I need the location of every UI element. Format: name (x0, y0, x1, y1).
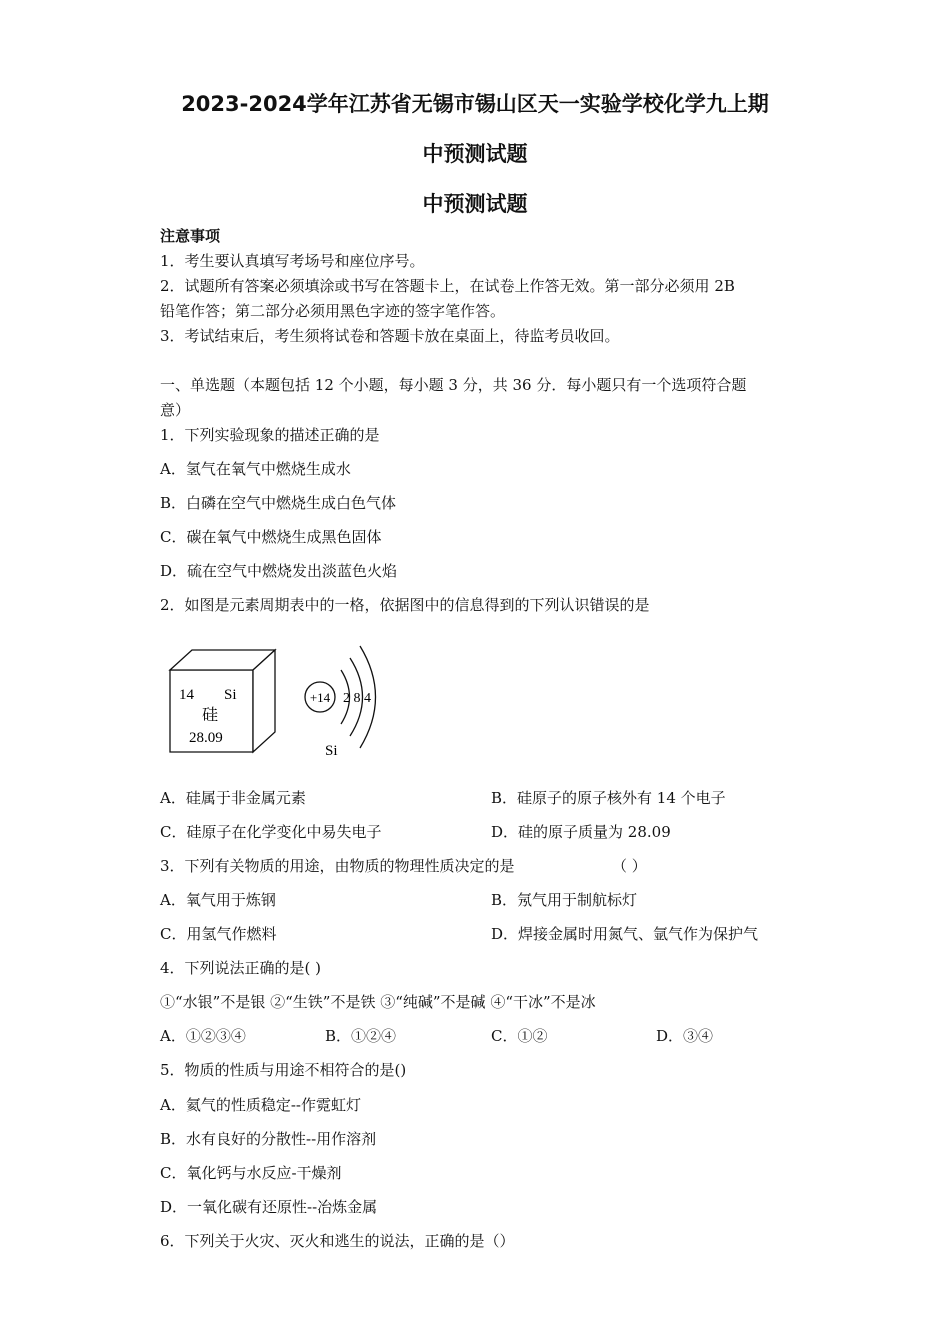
q3-option-b: B．氖气用于制航标灯 (491, 891, 638, 909)
q1-option-a: A．氢气在氧气中燃烧生成水 (160, 460, 351, 478)
element-mass: 28.09 (189, 730, 223, 746)
notice-item-3: 3．考试结束后，考生须将试卷和答题卡放在桌面上，待监考员收回。 (160, 327, 620, 345)
q4-option-b: B．①②④ (325, 1027, 397, 1045)
q4-option-c: C．①② (491, 1027, 548, 1045)
q1-option-d: D．硫在空气中燃烧发出淡蓝色火焰 (160, 562, 398, 580)
q1-option-c: C．碳在氧气中燃烧生成黑色固体 (160, 528, 382, 546)
q4-option-a: A．①②③④ (160, 1027, 246, 1045)
q5-option-b: B．水有良好的分散性--用作溶剂 (160, 1130, 377, 1148)
q3-answer-paren: （ ） (612, 857, 647, 875)
q3-option-d: D．焊接金属时用氮气、氩气作为保护气 (491, 925, 759, 943)
q2-option-b: B．硅原子的原子核外有 14 个电子 (491, 789, 726, 807)
title-line-3: 中预测试题 (422, 192, 528, 216)
element-name: 硅 (202, 707, 219, 724)
element-symbol: Si (224, 687, 237, 703)
atom-label: Si (325, 743, 338, 759)
notice-item-2-cont: 铅笔作答；第二部分必须用黑色字迹的签字笔作答。 (160, 302, 506, 320)
notice-item-1: 1．考生要认真填写考场号和座位序号。 (160, 252, 425, 270)
element-number: 14 (179, 687, 194, 703)
q4-statements: ①“水银”不是银 ②“生铁”不是铁 ③“纯碱”不是碱 ④“干冰”不是冰 (160, 993, 596, 1011)
section-heading-cont: 意） (160, 401, 191, 419)
silicon-element-figure (165, 640, 395, 765)
q5-option-a: A．氦气的性质稳定--作霓虹灯 (160, 1096, 361, 1114)
q3-option-c: C．用氢气作燃料 (160, 925, 277, 943)
section-heading: 一、单选题（本题包括 12 个小题，每小题 3 分，共 36 分．每小题只有一个选项符合题 (160, 376, 747, 394)
nucleus-charge: +14 (309, 690, 331, 705)
q3-stem: 3．下列有关物质的用途，由物质的物理性质决定的是 (160, 857, 515, 875)
q4-stem: 4．下列说法正确的是( ) (160, 959, 322, 977)
q5-stem: 5．物质的性质与用途不相符合的是() (160, 1061, 407, 1079)
notice-heading: 注意事项 (160, 227, 221, 245)
q3-option-a: A．氧气用于炼钢 (160, 891, 276, 909)
q2-option-c: C．硅原子在化学变化中易失电子 (160, 823, 382, 841)
q2-stem: 2．如图是元素周期表中的一格，依据图中的信息得到的下列认识错误的是 (160, 596, 650, 614)
q2-option-d: D．硅的原子质量为 28.09 (491, 823, 671, 841)
notice-item-2: 2．试题所有答案必须填涂或书写在答题卡上，在试卷上作答无效。第一部分必须用 2B (160, 277, 735, 295)
q5-option-c: C．氧化钙与水反应-干燥剂 (160, 1164, 342, 1182)
q1-option-b: B．白磷在空气中燃烧生成白色气体 (160, 494, 397, 512)
electron-shells: 2 8 4 (343, 691, 371, 706)
q4-option-d: D．③④ (656, 1027, 714, 1045)
title-line-1: 2023-2024学年江苏省无锡市锡山区天一实验学校化学九上期 (181, 92, 769, 116)
q1-stem: 1．下列实验现象的描述正确的是 (160, 426, 380, 444)
q2-option-a: A．硅属于非金属元素 (160, 789, 306, 807)
q5-option-d: D．一氧化碳有还原性--冶炼金属 (160, 1198, 378, 1216)
title-line-2: 中预测试题 (422, 142, 528, 166)
q6-stem: 6．下列关于火灾、灭火和逃生的说法，正确的是（） (160, 1232, 515, 1250)
